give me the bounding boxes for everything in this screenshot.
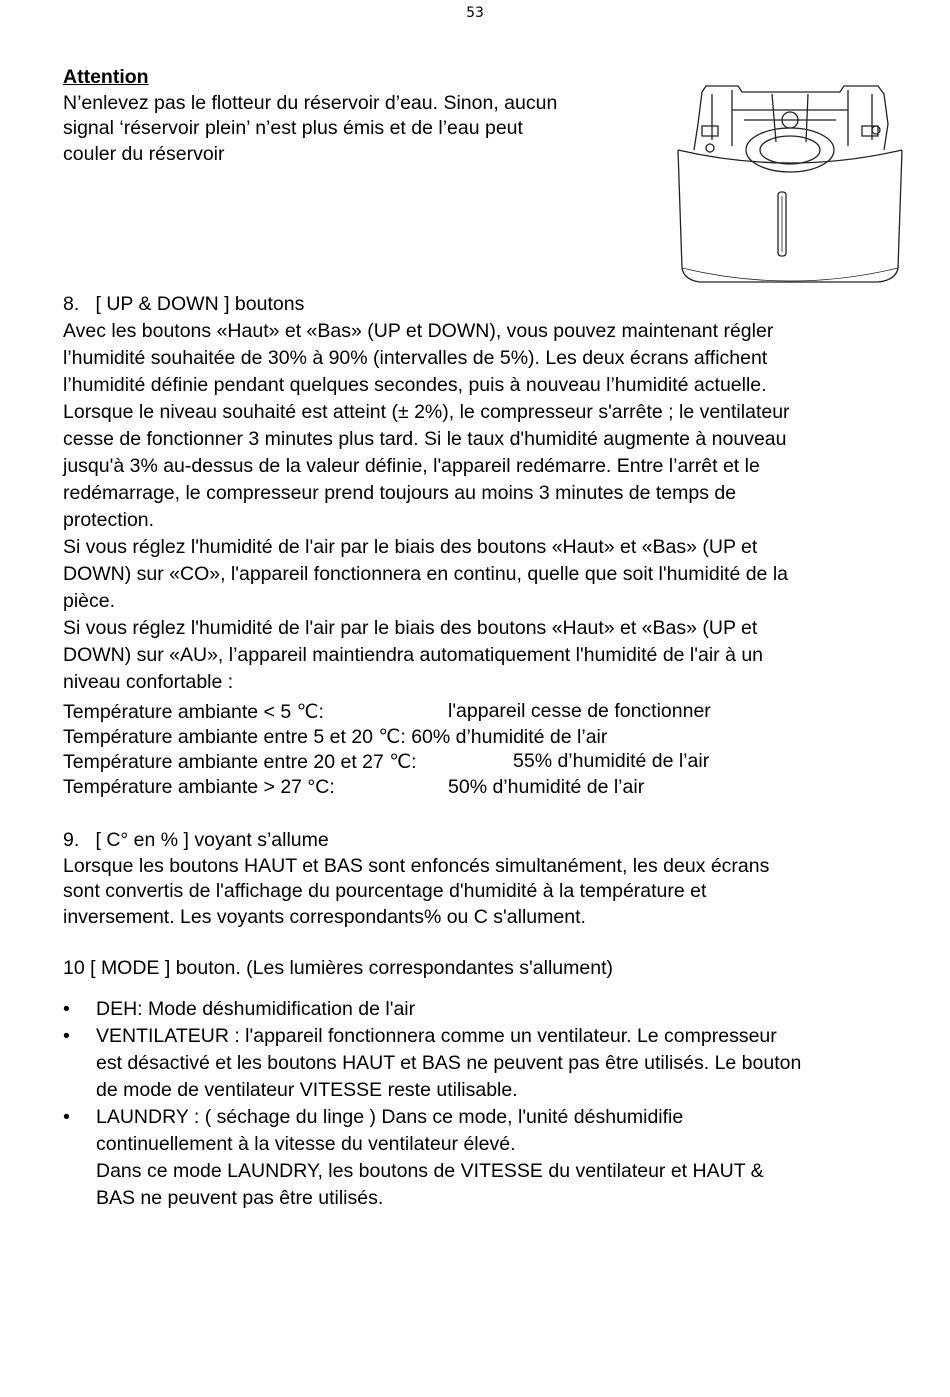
page-number: 53 xyxy=(466,5,484,21)
temperature-label: Température ambiante entre 20 et 27 ℃: xyxy=(63,751,417,773)
section-8-line: niveau confortable : xyxy=(63,671,234,693)
attention-line: signal ‘réservoir plein’ n’est plus émis et de l’eau peut xyxy=(63,117,523,139)
bullet-icon: • xyxy=(63,1106,70,1128)
attention-line: N’enlevez pas le flotteur du réservoir d’eau. Sinon, aucun xyxy=(63,91,558,114)
list-item-line: VENTILATEUR : l'appareil fonctionnera comme un ventilateur. Le compresseur xyxy=(96,1025,777,1047)
section-9-line: sont convertis de l'affichage du pourcentage d'humidité à la température et xyxy=(63,880,707,902)
section-8-line: Lorsque le niveau souhaité est atteint (± 2%), le compresseur s'arrête ; le ventilateur xyxy=(63,401,790,423)
temperature-value: l'appareil cesse de fonctionner xyxy=(448,700,711,722)
list-item-line: de mode de ventilateur VITESSE reste utilisable. xyxy=(96,1079,518,1101)
list-item xyxy=(63,996,893,1023)
section-9-line: Lorsque les boutons HAUT et BAS sont enfoncés simultanément, les deux écrans xyxy=(63,854,770,877)
section-8-line: DOWN) sur «AU», l’appareil maintiendra automatiquement l'humidité de l'air à un xyxy=(63,644,764,666)
section-8-line: l’humidité souhaitée de 30% à 90% (intervalles de 5%). Les deux écrans affichent xyxy=(63,347,768,369)
mode-list xyxy=(63,996,893,1212)
bullet-icon: • xyxy=(63,998,70,1020)
temperature-row xyxy=(63,725,607,749)
temperature-value: 50% d’humidité de l’air xyxy=(448,776,645,798)
section-8-line: Avec les boutons «Haut» et «Bas» (UP et DOWN), vous pouvez maintenant régler xyxy=(63,320,774,342)
section-8-line: l’humidité définie pendant quelques secondes, puis à nouveau l’humidité actuelle. xyxy=(63,374,767,396)
list-item-line: continuellement à la vitesse du ventilateur élevé. xyxy=(96,1133,516,1155)
list-item xyxy=(63,1104,893,1212)
temperature-value: 55% d’humidité de l’air xyxy=(513,750,710,772)
temperature-row xyxy=(63,700,711,724)
section-8 xyxy=(63,291,790,696)
temperature-label: Température ambiante entre 5 et 20 ℃: xyxy=(63,726,406,748)
temperature-label: Température ambiante > 27 °C: xyxy=(63,776,335,798)
bullet-icon: • xyxy=(63,1025,70,1047)
attention-block xyxy=(63,65,557,167)
section-9-heading: 9. [ C° en % ] voyant s’allume xyxy=(63,829,329,851)
section-8-heading: 8. [ UP & DOWN ] boutons xyxy=(63,293,305,315)
attention-line: couler du réservoir xyxy=(63,142,225,165)
list-item-line: LAUNDRY : ( séchage du linge ) Dans ce mode, l'unité déshumidifie xyxy=(96,1106,684,1128)
list-item-line: est désactivé et les boutons HAUT et BAS ne peuvent pas être utilisés. Le bouton xyxy=(96,1052,802,1074)
list-item-line: DEH: Mode déshumidification de l'air xyxy=(96,998,416,1020)
list-item xyxy=(63,1023,893,1104)
section-8-line: pièce. xyxy=(63,590,116,612)
list-item-line: Dans ce mode LAUNDRY, les boutons de VITESSE du ventilateur et HAUT & xyxy=(96,1160,764,1182)
list-item-line: BAS ne peuvent pas être utilisés. xyxy=(96,1187,384,1209)
section-9 xyxy=(63,828,769,930)
section-8-line: cesse de fonctionner 3 minutes plus tard. Si le taux d'humidité augmente à nouveau xyxy=(63,428,787,450)
temperature-label: Température ambiante < 5 ℃: xyxy=(63,701,324,723)
section-8-line: jusqu'à 3% au-dessus de la valeur définie, l'appareil redémarre. Entre l’arrêt et le xyxy=(63,455,760,477)
section-9-line: inversement. Les voyants correspondants% ou C s'allument. xyxy=(63,905,586,928)
section-8-line: redémarrage, le compresseur prend toujours au moins 3 minutes de temps de xyxy=(63,482,737,504)
temperature-value: 60% d’humidité de l’air xyxy=(411,726,608,748)
temperature-row xyxy=(63,750,710,774)
attention-title: Attention xyxy=(63,66,149,88)
section-8-line: Si vous réglez l'humidité de l'air par le biais des boutons «Haut» et «Bas» (UP et xyxy=(63,617,758,639)
section-10-heading: 10 [ MODE ] bouton. (Les lumières correspondantes s'allument) xyxy=(63,957,613,979)
section-8-line: DOWN) sur «CO», l'appareil fonctionnera en continu, quelle que soit l'humidité de la xyxy=(63,563,788,585)
water-tank-icon xyxy=(672,80,908,292)
temperature-row xyxy=(63,776,645,799)
section-8-line: protection. xyxy=(63,509,155,531)
section-8-line: Si vous réglez l'humidité de l'air par le biais des boutons «Haut» et «Bas» (UP et xyxy=(63,536,758,558)
